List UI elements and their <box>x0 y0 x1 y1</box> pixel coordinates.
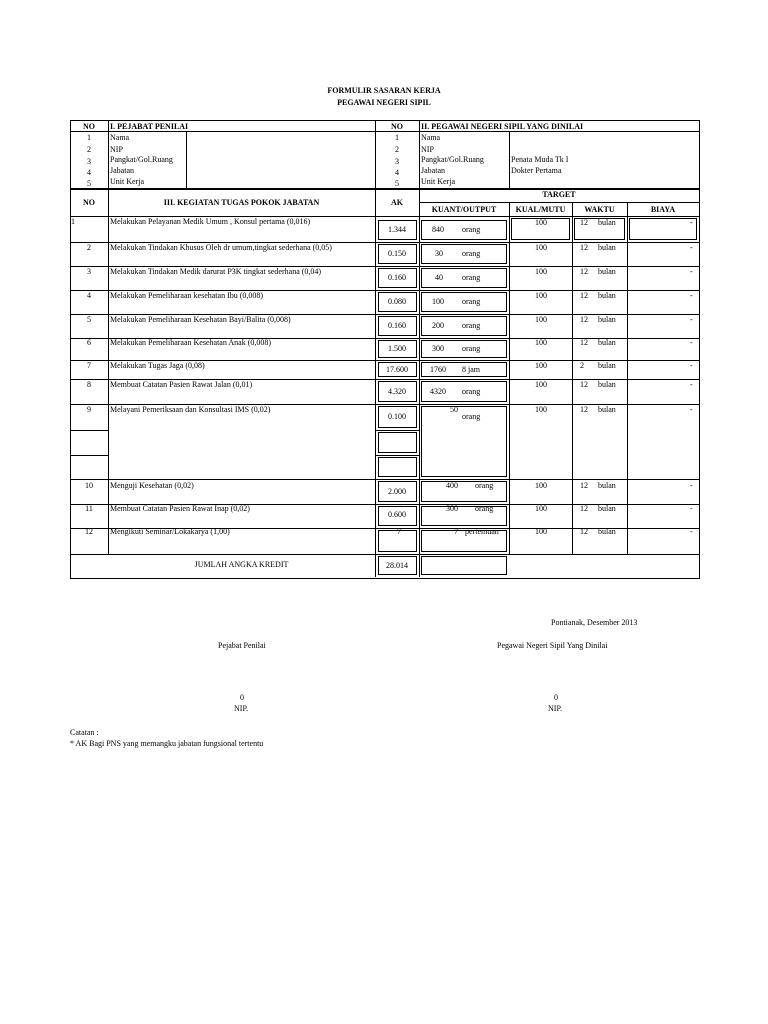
activity-no: 8 <box>87 380 91 389</box>
activity-waktu-unit: bulan <box>598 267 616 276</box>
biaya-header: BIAYA <box>650 205 676 214</box>
left-row-no: 3 <box>87 157 91 166</box>
right-signer-name: 0 <box>554 693 558 702</box>
activity-kual: 100 <box>535 527 547 536</box>
activity-waktu: 2 <box>580 361 584 370</box>
activity-name: Membuat Catatan Pasien Rawat Inap (0,02) <box>110 504 250 513</box>
left-signer-name: 0 <box>240 693 244 702</box>
activity-kual: 100 <box>535 504 547 513</box>
section1-left-header: I. PEJABAT PENILAI <box>110 122 189 131</box>
activity-name: Membuat Catatan Pasien Rawat Jalan (0,01) <box>110 380 253 389</box>
section2-no-header: NO <box>83 198 95 207</box>
activity-unit: orang <box>475 481 494 490</box>
activity-no: 9 <box>87 405 91 414</box>
right-row-no: 2 <box>395 145 399 154</box>
activity-waktu-unit: bulan <box>598 243 616 252</box>
left-row-no: 1 <box>87 133 91 142</box>
activity-biaya: - <box>690 361 693 370</box>
left-row-no: 4 <box>87 168 91 177</box>
activity-name: Melakukan Tindakan Khusus Oleh dr umum,tingkat sederhana (0,05) <box>110 243 332 252</box>
activity-no: 7 <box>87 361 91 370</box>
activity-kual: 100 <box>535 361 547 370</box>
activity-unit: 8 jam <box>462 365 480 374</box>
left-row-label: Unit Kerja <box>110 177 144 186</box>
right-row-no: 3 <box>395 157 399 166</box>
notes-line: * AK Bagi PNS yang memangku jabatan fungsional tertentu <box>70 739 264 748</box>
total-label: JUMLAH ANGKA KREDIT <box>194 560 289 569</box>
activity-waktu: 12 <box>580 481 588 490</box>
activity-kuant: 30 <box>435 249 443 258</box>
form-subtitle: PEGAWAI NEGERI SIPIL <box>337 98 431 107</box>
activity-name: Melayani Pemeriksaan dan Konsultasi IMS (0,02) <box>110 405 271 414</box>
activity-ak: 0.100 <box>388 412 406 421</box>
activity-no: 12 <box>85 527 93 536</box>
right-row-label: Jabatan <box>421 166 445 175</box>
section2-ak-header: AK <box>391 198 403 207</box>
activity-no: 6 <box>87 338 91 347</box>
activity-biaya: - <box>690 243 693 252</box>
activity-name: Melakukan Tindakan Medik darurat P3K tingkat sederhana (0,04) <box>110 267 322 276</box>
activity-ak: 17.600 <box>386 365 408 374</box>
activity-no: 11 <box>85 504 93 513</box>
right-row-value-pangkat: Penata Muda Tk I <box>511 155 569 164</box>
activity-waktu: 12 <box>580 218 588 227</box>
activity-unit: orang <box>462 249 481 258</box>
waktu-header: WAKTU <box>584 205 615 214</box>
activity-waktu: 12 <box>580 504 588 513</box>
activity-kuant: 1760 <box>430 365 446 374</box>
activity-biaya: - <box>690 527 693 536</box>
activity-name: Melakukan Tugas Jaga (0,08) <box>110 361 205 370</box>
activity-waktu-unit: bulan <box>598 338 616 347</box>
activity-unit: orang <box>462 297 481 306</box>
activity-kual: 100 <box>535 267 547 276</box>
activity-ak: 1.500 <box>388 344 406 353</box>
right-row-label: Unit Kerja <box>421 177 455 186</box>
activity-unit: orang <box>462 225 481 234</box>
left-row-label: Nama <box>110 133 130 142</box>
activity-unit: orang <box>462 321 481 330</box>
activity-no: 3 <box>87 267 91 276</box>
activity-no: 4 <box>87 291 91 300</box>
activity-biaya: - <box>690 315 693 324</box>
activity-ak: 0.160 <box>388 273 406 282</box>
place-date: Pontianak, Desember 2013 <box>551 618 638 627</box>
activity-waktu: 12 <box>580 527 588 536</box>
activity-unit: pertemuan <box>465 527 499 536</box>
kuant-header: KUANT/OUTPUT <box>431 205 497 214</box>
activity-ak: 2.000 <box>388 487 406 496</box>
activity-kual: 100 <box>535 218 547 227</box>
left-signer-title: Pejabat Penilai <box>218 641 266 650</box>
activity-kuant: 400 <box>446 481 458 490</box>
activity-name: Melakukan Pemeliharaan kesehatan Ibu (0,008) <box>110 291 264 300</box>
activity-waktu: 12 <box>580 380 588 389</box>
activity-biaya: - <box>690 405 693 414</box>
activity-no: 2 <box>87 243 91 252</box>
section1-right-header: II. PEGAWAI NEGERI SIPIL YANG DINILAI <box>421 122 584 131</box>
right-row-label: Pangkat/Gol.Ruang <box>421 155 484 164</box>
section2-kegiatan-header: III. KEGIATAN TUGAS POKOK JABATAN <box>163 198 320 207</box>
activity-waktu: 12 <box>580 405 588 414</box>
activity-name: Melakukan Pelayanan Medik Umum , Konsul pertama (0,016) <box>110 217 311 226</box>
activity-biaya: - <box>690 291 693 300</box>
right-signer-nip: NIP. <box>548 704 563 713</box>
left-row-label: Jabatan <box>110 166 134 175</box>
right-row-value-jabatan: Dokter Pertama <box>511 166 562 175</box>
activity-ak: 1.344 <box>388 225 406 234</box>
section1-no-header-right: NO <box>391 122 403 131</box>
right-signer-title: Pegawai Negeri Sipil Yang Dinilai <box>497 641 608 650</box>
left-row-label: NIP <box>110 145 123 154</box>
activity-no: 10 <box>85 481 93 490</box>
activity-no: 1 <box>71 217 75 226</box>
activity-kuant: 840 <box>432 225 444 234</box>
left-row-no: 5 <box>87 179 91 188</box>
left-row-label: Pangkat/Gol.Ruang <box>110 155 173 164</box>
target-header: TARGET <box>542 190 576 199</box>
activity-ak: 4.320 <box>388 387 406 396</box>
activity-kuant: 200 <box>432 321 444 330</box>
activity-waktu-unit: bulan <box>598 361 616 370</box>
activity-biaya: - <box>690 218 693 227</box>
activity-waktu: 12 <box>580 267 588 276</box>
activity-no: 5 <box>87 315 91 324</box>
activity-waktu-unit: bulan <box>598 527 616 536</box>
activity-ak: 0.160 <box>388 321 406 330</box>
left-row-no: 2 <box>87 145 91 154</box>
right-row-no: 1 <box>395 133 399 142</box>
right-row-no: 5 <box>395 179 399 188</box>
activity-kuant: 100 <box>432 297 444 306</box>
activity-ak: 0.150 <box>388 249 406 258</box>
activity-unit: orang <box>462 273 481 282</box>
activity-name: Menguji Kesehatan (0,02) <box>110 481 194 490</box>
activity-kual: 100 <box>535 405 547 414</box>
activity-kual: 100 <box>535 315 547 324</box>
activity-kuant: 300 <box>446 504 458 513</box>
activity-ak: 0.080 <box>388 297 406 306</box>
activity-kual: 100 <box>535 380 547 389</box>
activity-kual: 100 <box>535 291 547 300</box>
activity-unit: orang <box>462 344 481 353</box>
activity-kuant: 50 <box>450 405 458 414</box>
right-row-no: 4 <box>395 168 399 177</box>
activity-waktu: 12 <box>580 338 588 347</box>
activity-kuant: 300 <box>432 344 444 353</box>
activity-biaya: - <box>690 338 693 347</box>
activity-unit: orang <box>475 504 494 513</box>
activity-unit: orang <box>462 387 481 396</box>
activity-waktu: 12 <box>580 243 588 252</box>
activity-waktu-unit: bulan <box>598 291 616 300</box>
activity-kual: 100 <box>535 481 547 490</box>
activity-waktu-unit: bulan <box>598 481 616 490</box>
right-row-label: NIP <box>421 145 434 154</box>
activity-waktu-unit: bulan <box>598 315 616 324</box>
activity-kuant: 40 <box>435 273 443 282</box>
section1-no-header-left: NO <box>83 122 95 131</box>
activity-waktu-unit: bulan <box>598 504 616 513</box>
activity-ak: 7 <box>397 527 401 536</box>
activity-name: Melakukan Pemeliharaan Kesehatan Anak (0,008) <box>110 338 272 347</box>
notes-label: Catatan : <box>70 728 99 737</box>
kual-header: KUAL/MUTU <box>515 205 566 214</box>
activity-kuant: 7 <box>454 527 458 536</box>
activity-kuant: 4320 <box>430 387 446 396</box>
activity-name: Melakukan Pemeliharaan Kesehatan Bayi/Balita (0,008) <box>110 315 291 324</box>
left-signer-nip: NIP. <box>234 704 249 713</box>
activity-waktu-unit: bulan <box>598 405 616 414</box>
activity-kual: 100 <box>535 338 547 347</box>
activity-ak: 0.600 <box>388 510 406 519</box>
activity-name: Mengikuti Seminar/Lokakarya (1,00) <box>110 527 230 536</box>
activity-kual: 100 <box>535 243 547 252</box>
activity-waktu-unit: bulan <box>598 380 616 389</box>
activity-waktu: 12 <box>580 315 588 324</box>
activity-waktu: 12 <box>580 291 588 300</box>
form-title: FORMULIR SASARAN KERJA <box>327 86 441 95</box>
activity-waktu-unit: bulan <box>598 218 616 227</box>
activity-biaya: - <box>690 267 693 276</box>
activity-biaya: - <box>690 380 693 389</box>
activity-biaya: - <box>690 481 693 490</box>
right-row-label: Nama <box>421 133 441 142</box>
activity-unit: orang <box>462 412 481 421</box>
total-value: 28.014 <box>386 561 408 570</box>
activity-biaya: - <box>690 504 693 513</box>
